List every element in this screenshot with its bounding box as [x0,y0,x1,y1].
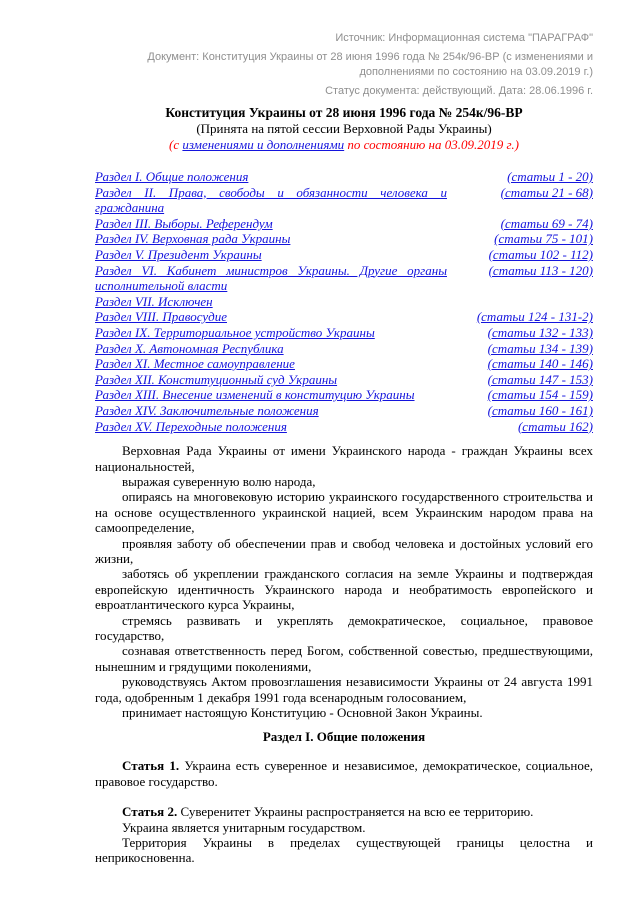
toc-articles-range[interactable]: (статьи 113 - 120) [488,262,593,278]
provider-header [95,31,593,99]
article-label: Статья 2. [122,804,178,820]
document-title: Конституция Украины от 28 июня 1996 года № 254к/96-ВР [165,105,523,120]
toc-section-link[interactable]: Раздел IV. Верховная рада Украины [95,231,291,247]
article-paragraph [95,804,593,819]
toc-section-link[interactable]: Раздел I. Общие положения [95,169,249,184]
toc-section-link[interactable]: Раздел VI. Кабинет министров Украины. Другие органы исполнительной власти [95,262,447,294]
preamble-paragraph: проявляя заботу об обеспечении прав и свобод человека и достойных условий его жизни, [95,535,593,566]
toc-section-link[interactable]: Раздел VIII. Правосудие [95,309,227,325]
toc-articles-range[interactable]: (статьи 154 - 159) [487,387,593,403]
toc-section-link[interactable]: Раздел XV. Переходные положения [95,418,287,434]
toc-articles-range[interactable]: (статьи 21 - 68) [500,184,593,200]
toc-articles-range[interactable]: (статьи 69 - 74) [500,215,593,231]
preamble-paragraph: стремясь развивать и укреплять демократическое, социальное, правовое государство, [95,612,593,643]
table-of-contents [95,169,593,434]
toc-row [95,356,593,372]
toc-row [95,185,593,216]
toc-articles-range[interactable]: (статьи 75 - 101) [494,231,593,247]
toc-section-link[interactable]: Раздел XII. Конституционный суд Украины [95,371,338,387]
toc-row [95,309,593,325]
toc-row [95,325,593,341]
article-text: Суверенитет Украины распространяется на всю ее территорию. [180,804,534,820]
amendment-prefix: (с [169,137,183,152]
article-text: Украина есть суверенное и независимое, демократическое, социальное, правовое государство. [95,758,593,789]
preamble-paragraph: руководствуясь Актом провозглашения независимости Украины от 24 августа 1991 года, одобренным 1 декабря 1991 года всенародным голосованием, [95,674,593,705]
document-line: Документ: Конституция Украины от 28 июня 1996 года № 254к/96-ВР (с изменениями и дополнениями по состоянию на 03.09.2019 г.) [147,51,593,78]
article-paragraph: Украина является унитарным государством. [122,819,366,835]
preamble [95,443,593,720]
toc-row [95,169,593,185]
toc-section-link[interactable]: Раздел XIII. Внесение изменений в конституцию Украины [95,387,415,403]
toc-articles-range[interactable]: (статьи 134 - 139) [487,340,593,356]
toc-row [95,263,593,294]
toc-articles-range[interactable]: (статьи 132 - 133) [487,324,593,340]
toc-row [95,247,593,263]
article-label: Статья 1. [122,758,180,774]
status-line: Статус документа: действующий. Дата: 28.06.1996 г. [325,85,593,97]
toc-row [95,372,593,388]
article-paragraph [95,758,593,789]
toc-articles-range[interactable]: (статьи 160 - 161) [487,402,593,418]
toc-section-link[interactable]: Раздел XI. Местное самоуправление [95,356,295,372]
toc-section-link[interactable]: Раздел VII. Исключен [95,293,213,309]
preamble-paragraph: заботясь об укреплении гражданского согласия на земле Украины и подтверждая европейскую идентичность Украинского народа и необратимость европейского и евроатлантического курса Украины, [95,566,593,613]
toc-row [95,231,593,247]
toc-row [95,419,593,435]
toc-row [95,403,593,419]
amendment-note [95,137,593,153]
toc-section-link[interactable]: Раздел V. Президент Украины [95,246,262,262]
preamble-paragraph: Верховная Рада Украины от имени Украинского народа - граждан Украины всех национальностей, [95,443,593,474]
toc-articles-range[interactable]: (статьи 1 - 20) [507,169,593,184]
toc-row [95,341,593,357]
toc-section-link[interactable]: Раздел II. Права, свободы и обязанности человека и гражданина [95,184,447,216]
article-1 [95,758,593,789]
preamble-paragraph: опираясь на многовековую историю украинского государственного строительства и на основе осуществленного украинской нацией, всем Украинским народом права на самоопределение, [95,489,593,536]
article-2 [95,804,593,866]
amendment-link[interactable]: изменениями и дополнениями [182,137,345,152]
article-paragraph: Территория Украины в пределах существующей границы целостна и неприкосновенна. [95,835,593,866]
toc-articles-range[interactable]: (статьи 162) [517,418,593,434]
toc-section-link[interactable]: Раздел III. Выборы. Референдум [95,215,273,231]
source-line: Источник: Информационная система "ПАРАГРАФ" [335,32,593,44]
toc-row [95,294,593,310]
amendment-suffix: по состоянию на 03.09.2019 г.) [344,137,519,152]
toc-row [95,387,593,403]
toc-section-link[interactable]: Раздел IX. Территориальное устройство Украины [95,324,375,340]
toc-articles-range[interactable]: (статьи 147 - 153) [487,371,593,387]
document-subtitle: (Принята на пятой сессии Верховной Рады Украины) [196,121,492,136]
preamble-paragraph: сознавая ответственность перед Богом, собственной совестью, предшествующими, нынешним и грядущими поколениями, [95,643,593,674]
preamble-paragraph: принимает настоящую Конституцию - Основной Закон Украины. [122,705,483,720]
preamble-paragraph: выражая суверенную волю народа, [122,473,316,489]
toc-section-link[interactable]: Раздел XIV. Заключительные положения [95,402,319,418]
toc-section-link[interactable]: Раздел X. Автономная Республика [95,340,284,356]
toc-articles-range[interactable]: (статьи 102 - 112) [488,246,593,262]
toc-articles-range[interactable]: (статьи 140 - 146) [487,356,593,372]
toc-row [95,216,593,232]
toc-articles-range[interactable]: (статьи 124 - 131-2) [476,309,593,325]
section-heading: Раздел I. Общие положения [262,729,426,745]
